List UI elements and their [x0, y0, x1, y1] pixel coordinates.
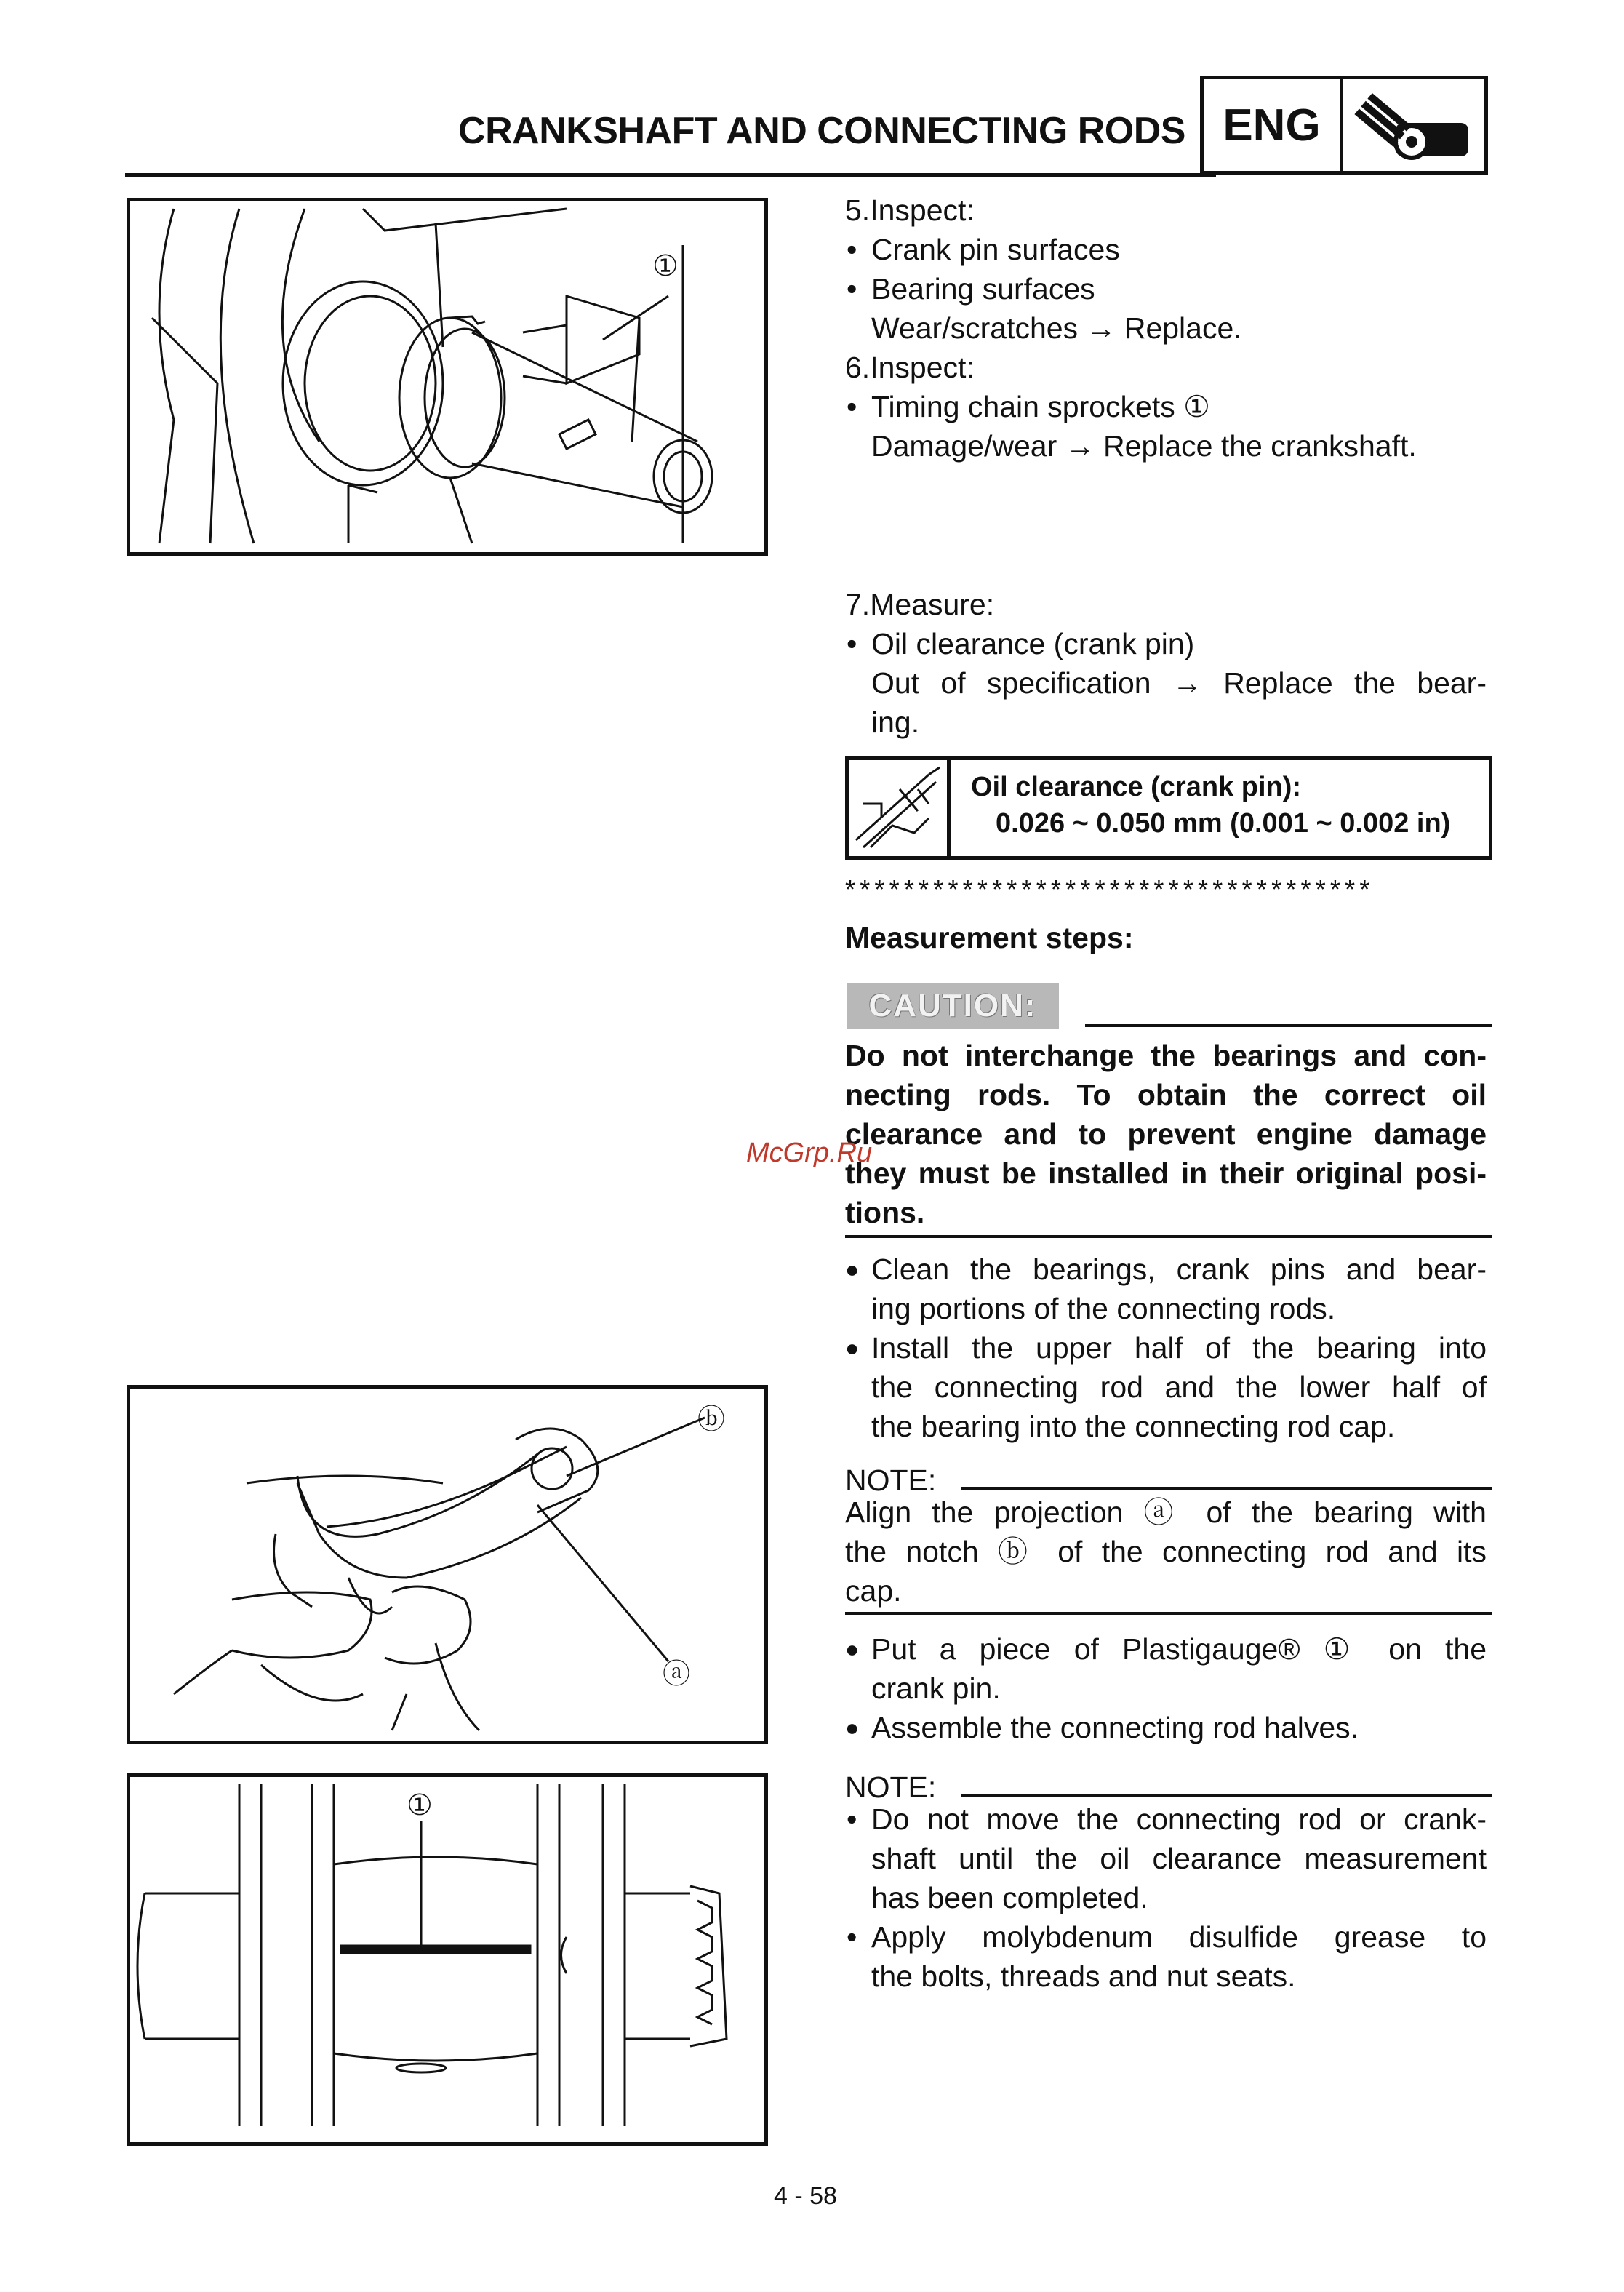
measurement-heading: Measurement steps: — [845, 921, 1134, 954]
callout-1: ① — [652, 249, 679, 283]
caution-line-5: tions. — [845, 1196, 925, 1229]
note2-item2-line2: the bolts, threads and nut seats. — [871, 1960, 1296, 1993]
caution-rule-bottom — [845, 1235, 1492, 1238]
note2-rule-top — [961, 1794, 1492, 1797]
caution-line-3: clearance and to prevent engine damage — [845, 1117, 1487, 1151]
callout-a: ⓐ — [663, 1658, 691, 1690]
caution-line-1: Do not interchange the bearings and con- — [845, 1039, 1487, 1072]
caution-line-2: necting rods. To obtain the correct oil — [845, 1078, 1487, 1111]
step7-result-line2: ing. — [871, 706, 920, 739]
note1-rule-top — [961, 1487, 1492, 1490]
caution-line-4: they must be installed in their original posi- — [845, 1157, 1487, 1190]
page-number: 4 - 58 — [774, 2182, 837, 2210]
step6-result: Damage/wear → Replace the crankshaft. — [871, 429, 1417, 463]
note2-item1-line1: • Do not move the connecting rod or crank- — [871, 1800, 1487, 1839]
caliper-icon — [849, 760, 951, 856]
note1-line-3: cap. — [845, 1574, 902, 1608]
install-line-2: the connecting rod and the lower half of — [871, 1370, 1487, 1404]
note1-line-1: Align the projection ⓐ of the bearing with — [845, 1496, 1487, 1529]
note1-rule-bottom — [845, 1612, 1492, 1615]
header-rule — [125, 173, 1216, 177]
page-title: CRANKSHAFT AND CONNECTING RODS — [458, 110, 1185, 152]
note2-label: NOTE: — [845, 1770, 937, 1804]
install-line-3: the bearing into the connecting rod cap. — [871, 1410, 1396, 1443]
spec-value: 0.026 ~ 0.050 mm (0.001 ~ 0.002 in) — [996, 808, 1451, 839]
step7-title: 7.Measure: — [845, 588, 995, 621]
step5-item-1: • Crank pin surfaces — [871, 230, 1120, 269]
figure-bearing-alignment — [127, 1385, 768, 1744]
clean-line-1: ● Clean the bearings, crank pins and bear- — [871, 1250, 1487, 1289]
assemble-line: ● Assemble the connecting rod halves. — [871, 1708, 1359, 1747]
note1-label: NOTE: — [845, 1464, 937, 1497]
step6-item: • Timing chain sprockets ① — [871, 387, 1210, 426]
section-badge — [1200, 76, 1488, 175]
figure-crankshaft-sprocket — [127, 198, 768, 556]
step7-result-line1: Out of specification → Replace the bear- — [871, 666, 1487, 700]
step5-result: Wear/scratches → Replace. — [871, 311, 1242, 345]
note2-item2-line1: • Apply molybdenum disulfide grease to — [871, 1917, 1487, 1957]
engine-icon — [1343, 79, 1484, 171]
separator: ************************************ — [845, 874, 1375, 904]
note2-item1-line2: shaft until the oil clearance measurement — [871, 1842, 1487, 1875]
step5-title: 5.Inspect: — [845, 193, 975, 227]
section-code: ENG — [1204, 79, 1343, 171]
spec-label: Oil clearance (crank pin): — [971, 772, 1302, 802]
figure-crankpin-plastigauge — [127, 1773, 768, 2146]
callout-b: ⓑ — [697, 1403, 726, 1435]
clean-line-2: ing portions of the connecting rods. — [871, 1292, 1336, 1325]
step6-title: 6.Inspect: — [845, 351, 975, 384]
install-line-1: ● Install the upper half of the bearing into — [871, 1328, 1487, 1367]
caution-rule-top — [1085, 1024, 1492, 1027]
put-line-2: crank pin. — [871, 1672, 1001, 1705]
note2-item1-line3: has been completed. — [871, 1881, 1148, 1914]
put-line-1: ● Put a piece of Plastigauge® ① on the — [871, 1629, 1487, 1669]
note1-line-2: the notch ⓑ of the connecting rod and its — [845, 1535, 1487, 1568]
callout-1: ① — [407, 1789, 433, 1822]
caution-label: CAUTION: — [847, 983, 1059, 1029]
step7-item: • Oil clearance (crank pin) — [871, 624, 1194, 663]
watermark: McGrp.Ru — [746, 1138, 873, 1168]
spec-box — [845, 756, 1492, 860]
step5-item-2: • Bearing surfaces — [871, 269, 1095, 308]
